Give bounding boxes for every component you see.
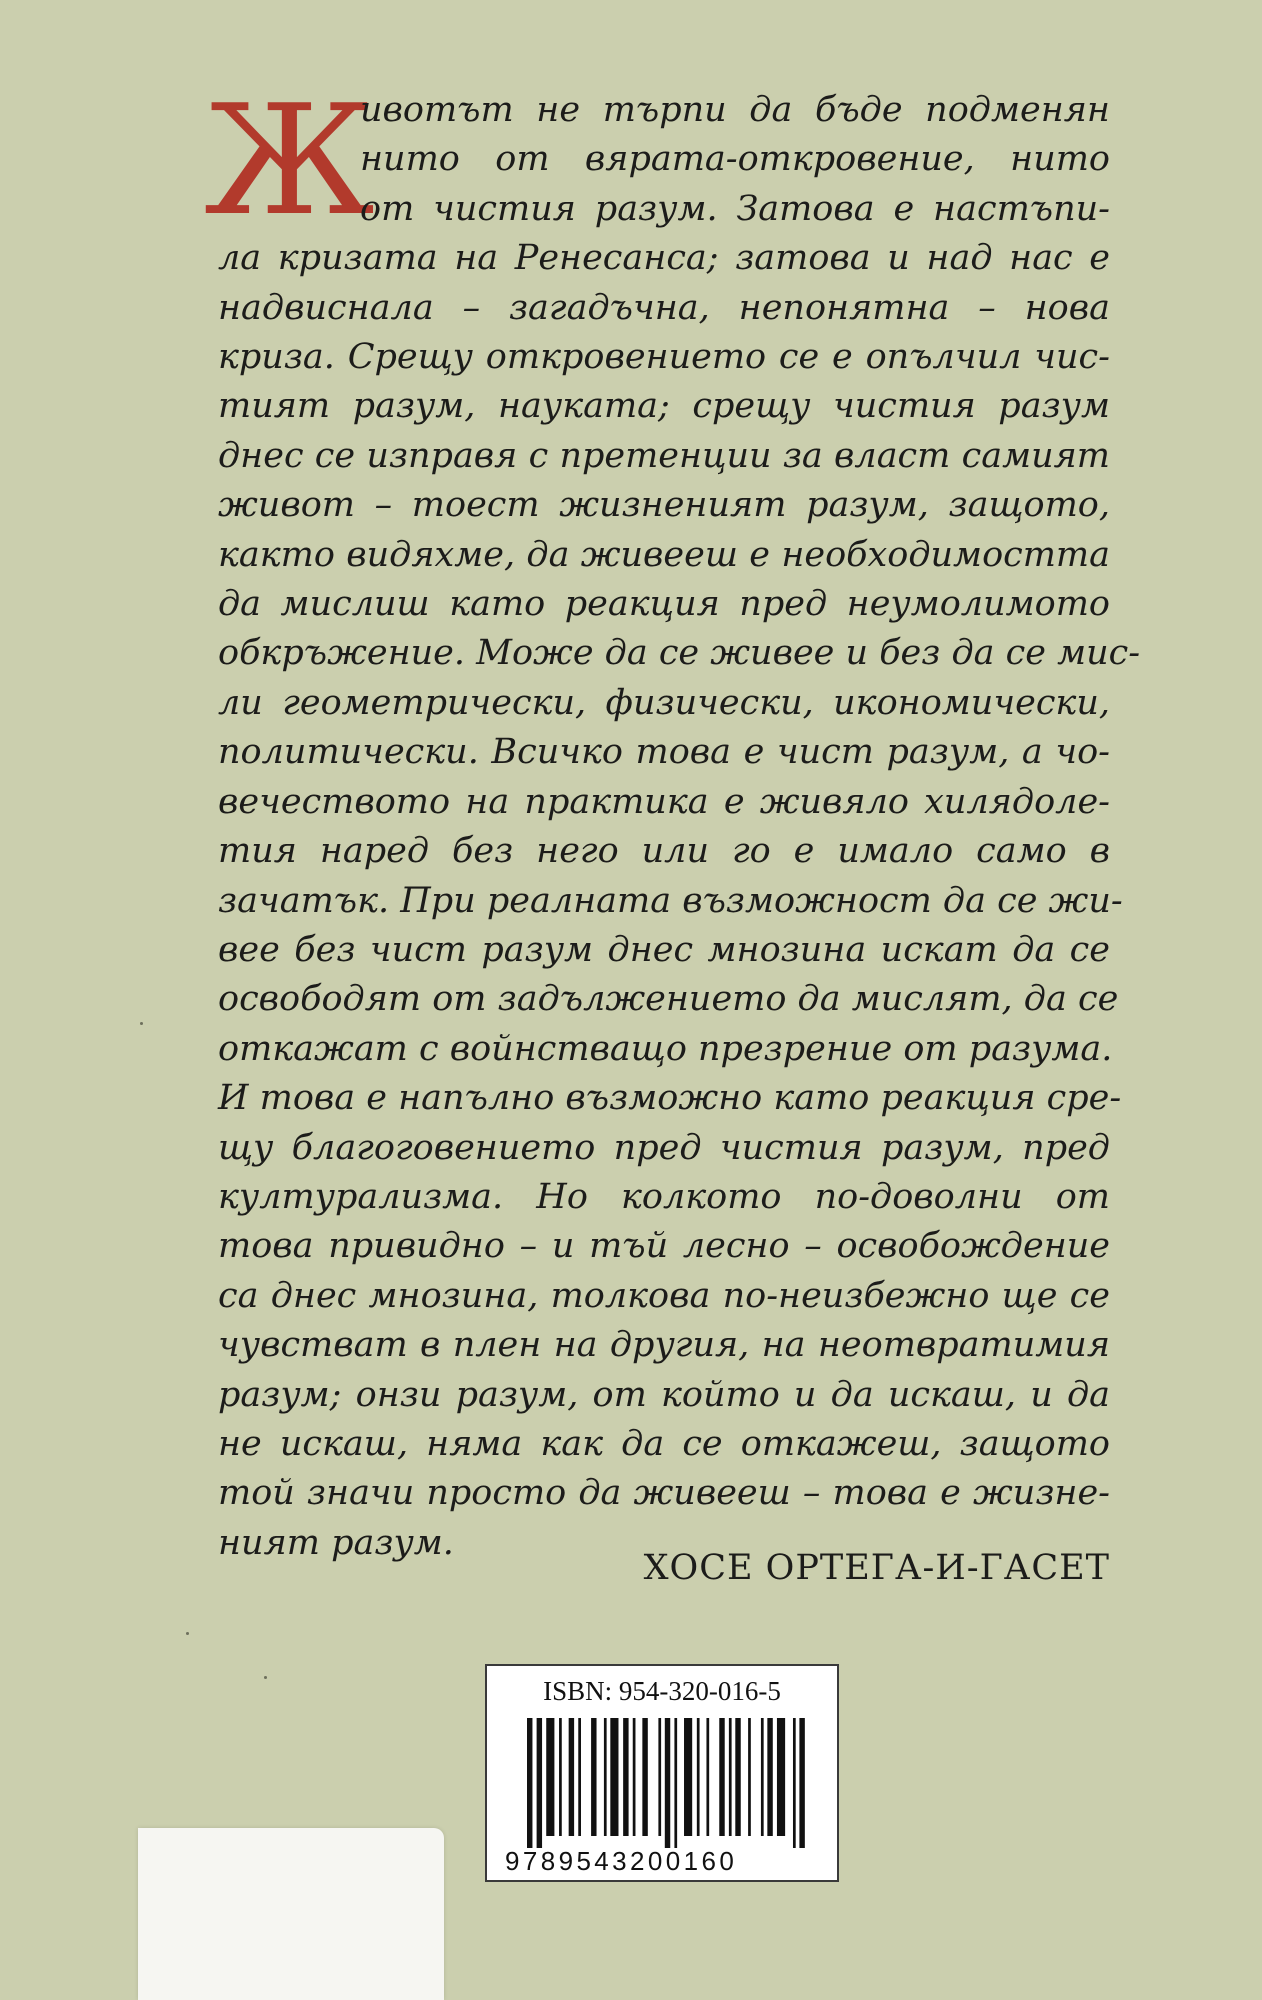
text-line: освободят от задължението да мислят, да се (218, 979, 1119, 1020)
barcode-bar (623, 1718, 628, 1836)
barcode-bar (658, 1718, 661, 1836)
drop-cap-letter: Ж (204, 72, 375, 249)
isbn-label: ISBN: 954-320-016-5 (543, 1676, 781, 1706)
barcode-bar (684, 1718, 692, 1836)
barcode-bar (665, 1718, 670, 1848)
text-line: откажат с войнстващо презрение от разума. (218, 1028, 1113, 1069)
price-sticker (138, 1828, 444, 2000)
text-line: ивотът не търпи да бъде подменян (360, 90, 1110, 130)
text-line: вее без чист разум днес мнозина искат да се (218, 929, 1110, 970)
text-line: днес се изправя с претенции за власт самият (218, 435, 1110, 476)
paper-speck (186, 1632, 189, 1635)
text-line: нито от вярата-откровение, нито (360, 139, 1110, 180)
text-line: ла кризата на Ренесанса; затова и над нас е (218, 238, 1110, 279)
barcode-bar (735, 1718, 740, 1836)
text-line: ният разум. (218, 1522, 454, 1563)
text-line: тия наред без него или го е имало само в (218, 831, 1110, 872)
text-line: щу благоговението пред чистия разум, пред (218, 1127, 1110, 1168)
text-line: разум; онзи разум, от който и да искаш, и да (218, 1374, 1110, 1415)
barcode-bar (719, 1718, 724, 1836)
barcode-bar (569, 1718, 574, 1836)
paper-speck (140, 1022, 143, 1025)
barcode-bar (761, 1718, 764, 1836)
text-line: надвиснала – загадъчна, непонятна – нова (218, 287, 1110, 328)
text-line: обкръжение. Може да се живее и без да се мис- (218, 633, 1141, 674)
text-line: живот – тоест жизненият разум, защото, (218, 485, 1110, 526)
barcode-icon (527, 1718, 809, 1848)
barcode-bar (706, 1718, 709, 1836)
paper-speck (264, 1676, 267, 1679)
barcode-bar (633, 1718, 636, 1836)
quote-text-block (204, 72, 1141, 1568)
barcode-bar (799, 1718, 804, 1848)
barcode-bar (767, 1718, 772, 1836)
text-line: да мислиш като реакция пред неумолимото (218, 584, 1110, 625)
barcode-bar (559, 1718, 562, 1836)
barcode-bar (777, 1718, 785, 1836)
text-line: това привидно – и тъй лесно – освобождение (218, 1226, 1110, 1267)
text-line: културализма. Но колкото по-доволни от (218, 1176, 1110, 1217)
text-line: политически. Всичко това е чист разум, а чо- (218, 732, 1110, 773)
barcode-bar (697, 1718, 700, 1836)
text-line: чувстват в плен на другия, на неотвратимия (218, 1325, 1110, 1366)
text-line: И това е напълно възможно като реакция сре- (218, 1078, 1122, 1119)
barcode-bar (591, 1718, 596, 1836)
text-line: той значи просто да живееш – това е жизне- (218, 1473, 1110, 1514)
barcode-bar (748, 1718, 751, 1836)
barcode-bar (546, 1718, 554, 1836)
text-line: тият разум, науката; срещу чистия разум (218, 386, 1110, 427)
text-line: вечеството на практика е живяло хилядоле- (218, 781, 1110, 822)
barcode-bar (537, 1718, 542, 1848)
barcode-bar (578, 1718, 581, 1836)
author-name: ХОСЕ ОРТЕГА-И-ГАСЕТ (643, 1548, 1110, 1588)
text-line: от чистия разум. Затова е настъпи- (360, 188, 1110, 229)
text-line: както видяхме, да живееш е необходимостта (218, 534, 1110, 575)
text-line: са днес мнозина, толкова по-неизбежно ще се (218, 1275, 1110, 1316)
isbn-barcode-box (485, 1664, 839, 1882)
barcode-bar (527, 1718, 532, 1848)
barcode-bar (604, 1718, 607, 1836)
barcode-bar (642, 1718, 647, 1836)
barcode-digits: 9789543200160 (505, 1846, 738, 1876)
barcode-bar (793, 1718, 796, 1848)
text-line: зачатък. При реалната възможност да се жи- (218, 880, 1123, 921)
text-line: криза. Срещу откровението се е опълчил чис- (218, 337, 1110, 378)
barcode-bar (674, 1718, 677, 1848)
barcode-bar (729, 1718, 732, 1836)
text-line: ли геометрически, физически, икономически, (218, 682, 1110, 723)
text-line: не искаш, няма как да се откажеш, защото (218, 1423, 1110, 1464)
barcode-bar (610, 1718, 618, 1836)
